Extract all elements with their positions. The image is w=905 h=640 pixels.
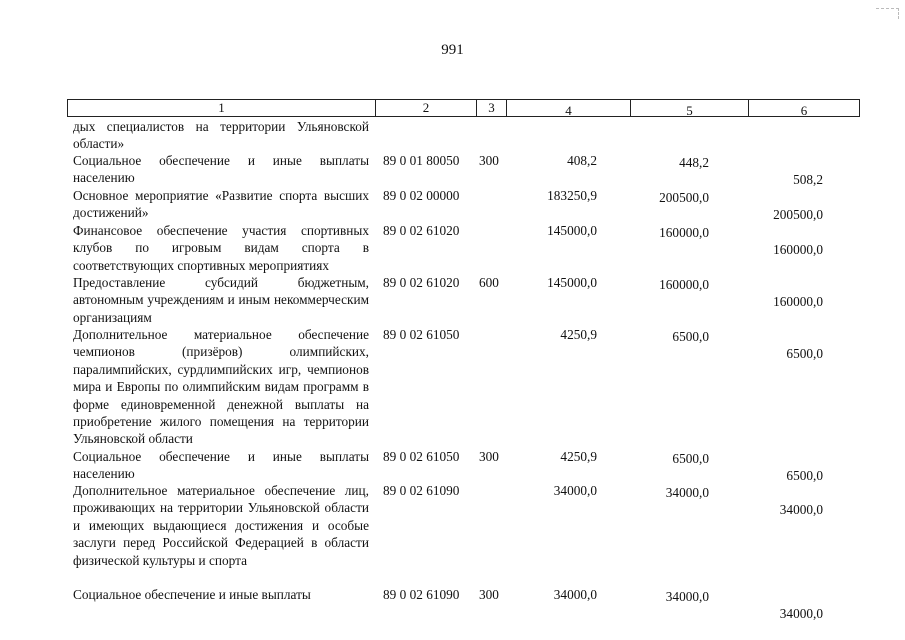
row-description: Основное мероприятие «Развитие спорта высших достижений» — [73, 188, 369, 221]
row-description: Предоставление субсидий бюджетным, автономным учреждениям и иным некоммерческим организациям — [73, 275, 369, 325]
row-value-col4: 4250,9 — [560, 327, 597, 342]
row-code: 89 0 02 61020 — [383, 275, 460, 290]
header-col-3: 3 — [477, 100, 507, 116]
table-row — [73, 274, 853, 325]
row-value-col6: 160000,0 — [773, 294, 823, 310]
table-row — [73, 482, 853, 568]
row-description: Дополнительное материальное обеспечение чемпионов (призёров) олимпийских, паралимпийских, сурдлимпийских игр, чемпионов мира и Европы по олимпийским видам программ в форме единовременной денежной выплаты на приобретение жилого помещения на территории Ульяновской области — [73, 327, 369, 447]
row-description: Социальное обеспечение и иные выплаты населению — [73, 449, 369, 482]
row-value-col5: 448,2 — [679, 155, 709, 170]
row-value-col4: 4250,9 — [560, 449, 597, 464]
row-value-col6: 508,2 — [793, 172, 823, 188]
table-row — [73, 326, 853, 447]
row-value-col5: 160000,0 — [659, 277, 709, 292]
row-value-col5: 6500,0 — [672, 451, 709, 466]
row-code: 89 0 02 61050 — [383, 327, 460, 342]
row-description: дых специалистов на территории Ульяновской области» — [73, 119, 369, 152]
row-kvr: 300 — [479, 449, 499, 464]
row-description: Дополнительное материальное обеспечение лиц, проживающих на территории Ульяновской области и имеющих выдающиеся достижения и особые заслуги перед Российской Федерацией в области физической культуры и спорта — [73, 483, 369, 568]
row-value-col4: 34000,0 — [553, 483, 597, 498]
row-description: Финансовое обеспечение участия спортивных клубов по игровым видам спорта в соответствующих спортивных мероприятиях — [73, 223, 369, 273]
row-value-col4: 145000,0 — [547, 223, 597, 238]
row-value-col6: 160000,0 — [773, 242, 823, 258]
row-value-col6: 34000,0 — [779, 502, 823, 518]
row-value-col4: 183250,9 — [547, 188, 597, 203]
row-description: Социальное обеспечение и иные выплаты — [73, 587, 311, 602]
table-row — [73, 586, 853, 621]
header-col-6: 6 — [800, 103, 808, 118]
row-value-col4: 34000,0 — [553, 587, 597, 602]
row-value-col5: 6500,0 — [672, 329, 709, 344]
row-value-col6: 6500,0 — [786, 468, 823, 484]
row-kvr: 300 — [479, 153, 499, 168]
header-col-2: 2 — [376, 100, 477, 116]
header-col-1: 1 — [68, 100, 376, 116]
row-value-col5: 34000,0 — [665, 589, 709, 604]
row-kvr: 300 — [479, 587, 499, 602]
row-value-col5: 200500,0 — [659, 190, 709, 205]
page-number: 991 — [441, 42, 464, 58]
row-code: 89 0 02 61090 — [383, 483, 460, 498]
row-kvr: 600 — [479, 275, 499, 290]
row-code: 89 0 02 61090 — [383, 587, 460, 602]
row-value-col4: 145000,0 — [547, 275, 597, 290]
row-code: 89 0 02 61020 — [383, 223, 460, 238]
row-value-col5: 34000,0 — [665, 485, 709, 500]
table-row — [73, 222, 853, 273]
table-row — [73, 187, 853, 222]
table-row — [73, 448, 853, 483]
row-value-col6: 6500,0 — [786, 346, 823, 362]
row-value-col4: 408,2 — [567, 153, 597, 168]
header-col-5: 5 — [631, 100, 749, 116]
table-header — [67, 99, 860, 117]
row-description: Социальное обеспечение и иные выплаты населению — [73, 153, 369, 186]
scan-corner-mark — [876, 8, 899, 19]
row-code: 89 0 02 00000 — [383, 188, 460, 203]
header-col-4: 4 — [507, 100, 631, 116]
table-row — [73, 152, 853, 187]
row-code: 89 0 01 80050 — [383, 153, 460, 168]
row-value-col6: 200500,0 — [773, 207, 823, 223]
row-value-col6: 34000,0 — [779, 606, 823, 622]
row-value-col5: 160000,0 — [659, 225, 709, 240]
row-code: 89 0 02 61050 — [383, 449, 460, 464]
